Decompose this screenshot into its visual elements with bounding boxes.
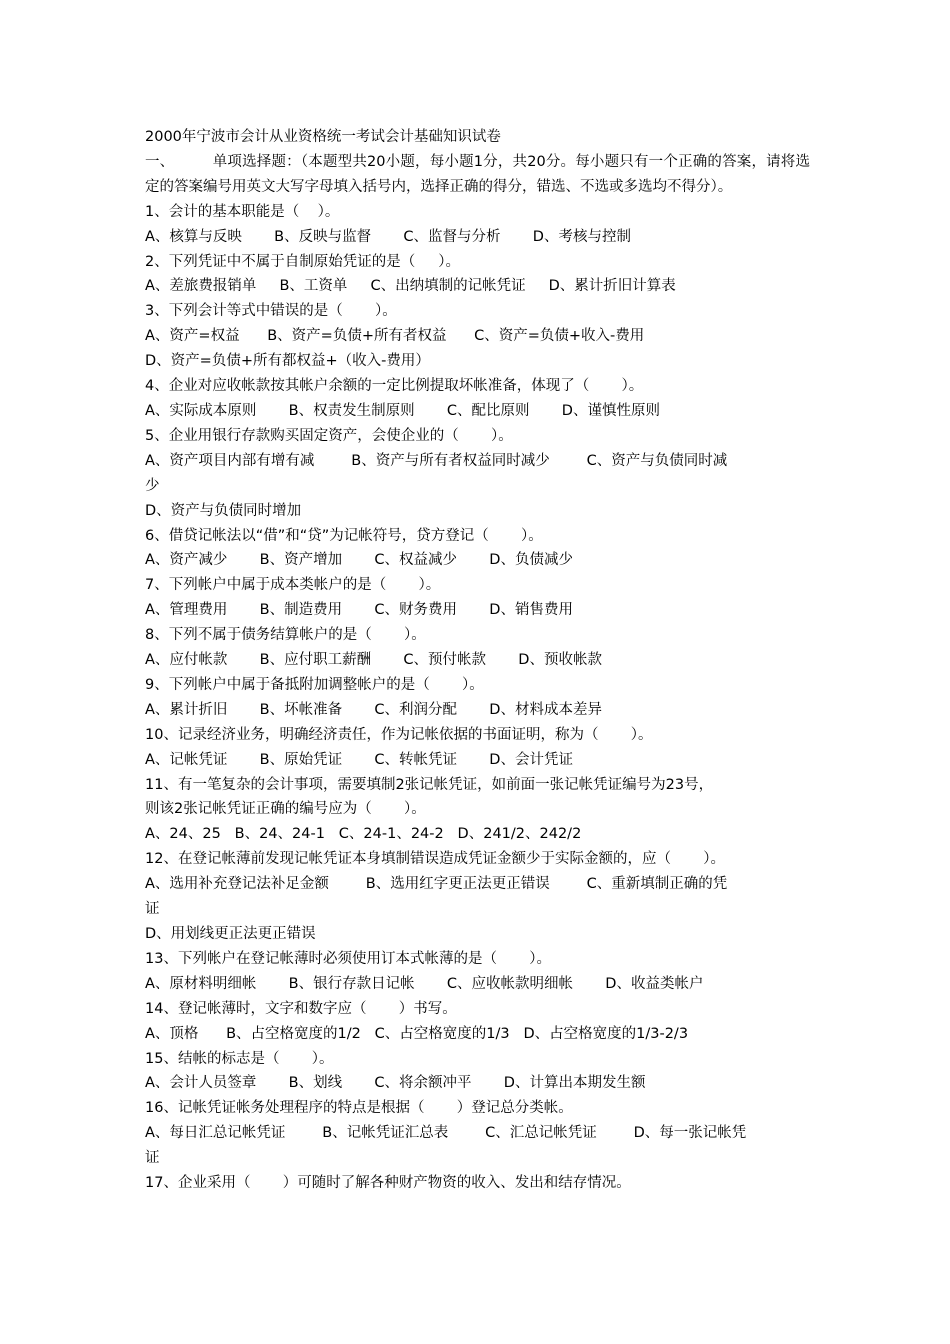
answer-options: A、顶格 B、占空格宽度的1/2 C、占空格宽度的1/3 D、占空格宽度的1/3-2/3 [145, 1025, 689, 1042]
question-text: 5、企业用银行存款购买固定资产，会使企业的（ ）。 [145, 427, 513, 444]
answer-options: A、原材料明细帐 B、银行存款日记帐 C、应收帐款明细帐 D、收益类帐户 [145, 975, 704, 992]
question-item [145, 250, 810, 300]
question-text: 7、下列帐户中属于成本类帐户的是（ ）。 [145, 577, 441, 594]
answer-options: D、资产与负债同时增加 [145, 502, 302, 519]
question-item [145, 847, 810, 947]
question-item [145, 997, 810, 1047]
answer-options: 证 [145, 901, 160, 918]
question-item [145, 200, 810, 250]
question-text: 1、会计的基本职能是（ ）。 [145, 203, 340, 220]
answer-options: A、累计折旧 B、坏帐准备 C、利润分配 D、材料成本差异 [145, 701, 602, 718]
question-item [145, 723, 810, 773]
answer-options: A、每日汇总记帐凭证 B、记帐凭证汇总表 C、汇总记帐凭证 D、每一张记帐凭 [145, 1125, 747, 1142]
answer-options: A、差旅费报销单 B、工资单 C、出纳填制的记帐凭证 D、累计折旧计算表 [145, 278, 676, 295]
question-text: 15、结帐的标志是（ ）。 [145, 1050, 334, 1067]
answer-options: A、资产减少 B、资产增加 C、权益减少 D、负债减少 [145, 552, 573, 569]
answer-options: 证 [145, 1150, 160, 1167]
answer-options: A、实际成本原则 B、权责发生制原则 C、配比原则 D、谨慎性原则 [145, 402, 660, 419]
answer-options: A、24、25 B、24、24-1 C、24-1、24-2 D、241/2、242/2 [145, 826, 582, 843]
question-text: 14、登记帐薄时，文字和数字应（ ）书写。 [145, 1000, 457, 1017]
question-item [145, 424, 810, 524]
answer-options: D、用划线更正法更正错误 [145, 926, 316, 942]
question-item [145, 573, 810, 623]
answer-options: 则该2张记帐凭证正确的编号应为（ ）。 [145, 801, 426, 818]
question-item [145, 299, 810, 374]
question-text: 12、在登记帐薄前发现记帐凭证本身填制错误造成凭证金额少于实际金额的，应（ ）。 [145, 851, 725, 868]
answer-options: A、记帐凭证 B、原始凭证 C、转帐凭证 D、会计凭证 [145, 751, 573, 768]
question-item [145, 673, 810, 723]
answer-options: A、核算与反映 B、反映与监督 C、监督与分析 D、考核与控制 [145, 228, 631, 245]
question-item [145, 1171, 810, 1196]
question-text: 3、下列会计等式中错误的是（ ）。 [145, 303, 397, 320]
question-text: 13、下列帐户在登记帐薄时必须使用订本式帐薄的是（ ）。 [145, 950, 551, 967]
question-text: 6、借贷记帐法以“借”和“贷”为记帐符号，贷方登记（ ）。 [145, 527, 543, 544]
question-text: 10、记录经济业务，明确经济责任，作为记帐依据的书面证明，称为（ ）。 [145, 726, 653, 743]
answer-options: 少 [145, 477, 160, 494]
answer-options: D、资产=负债+所有都权益+（收入-费用） [145, 353, 430, 370]
section-instructions: 一、 单项选择题：（本题型共20小题，每小题1分，共20分。每小题只有一个正确的答案，请将选定的答案编号用英文大写字母填入括号内，选择正确的得分，错选、不选或多选均不得分）。 [145, 153, 810, 195]
question-text: 2、下列凭证中不属于自制原始凭证的是（ ）。 [145, 253, 461, 270]
answer-options: A、选用补充登记法补足金额 B、选用红字更正法更正错误 C、重新填制正确的凭 [145, 876, 728, 893]
question-text: 17、企业采用（ ）可随时了解各种财产物资的收入、发出和结存情况。 [145, 1175, 631, 1192]
question-text: 16、记帐凭证帐务处理程序的特点是根据（ ）登记总分类帐。 [145, 1100, 573, 1117]
question-item [145, 1047, 810, 1097]
question-text: 4、企业对应收帐款按其帐户余额的一定比例提取坏帐准备，体现了（ ）。 [145, 378, 644, 395]
document-title: 2000年宁波市会计从业资格统一考试会计基础知识试卷 [145, 129, 501, 145]
document-page [145, 125, 810, 1196]
answer-options: A、资产=权益 B、资产=负债+所有者权益 C、资产=负债+收入-费用 [145, 328, 645, 345]
question-item [145, 524, 810, 574]
question-text: 9、下列帐户中属于备抵附加调整帐户的是（ ）。 [145, 676, 484, 693]
answer-options: A、资产项目内部有增有减 B、资产与所有者权益同时减少 C、资产与负债同时减 [145, 452, 728, 469]
answer-options: A、应付帐款 B、应付职工薪酬 C、预付帐款 D、预收帐款 [145, 652, 602, 669]
question-text: 11、有一笔复杂的会计事项，需要填制2张记帐凭证，如前面一张记帐凭证编号为23号， [145, 776, 714, 793]
question-item [145, 947, 810, 997]
question-list [145, 200, 810, 1196]
answer-options: A、会计人员签章 B、划线 C、将余额冲平 D、计算出本期发生额 [145, 1075, 646, 1092]
question-item [145, 773, 810, 848]
answer-options: A、管理费用 B、制造费用 C、财务费用 D、销售费用 [145, 602, 573, 619]
question-text: 8、下列不属于债务结算帐户的是（ ）。 [145, 627, 426, 644]
question-item [145, 1096, 810, 1171]
question-item [145, 623, 810, 673]
question-item [145, 374, 810, 424]
